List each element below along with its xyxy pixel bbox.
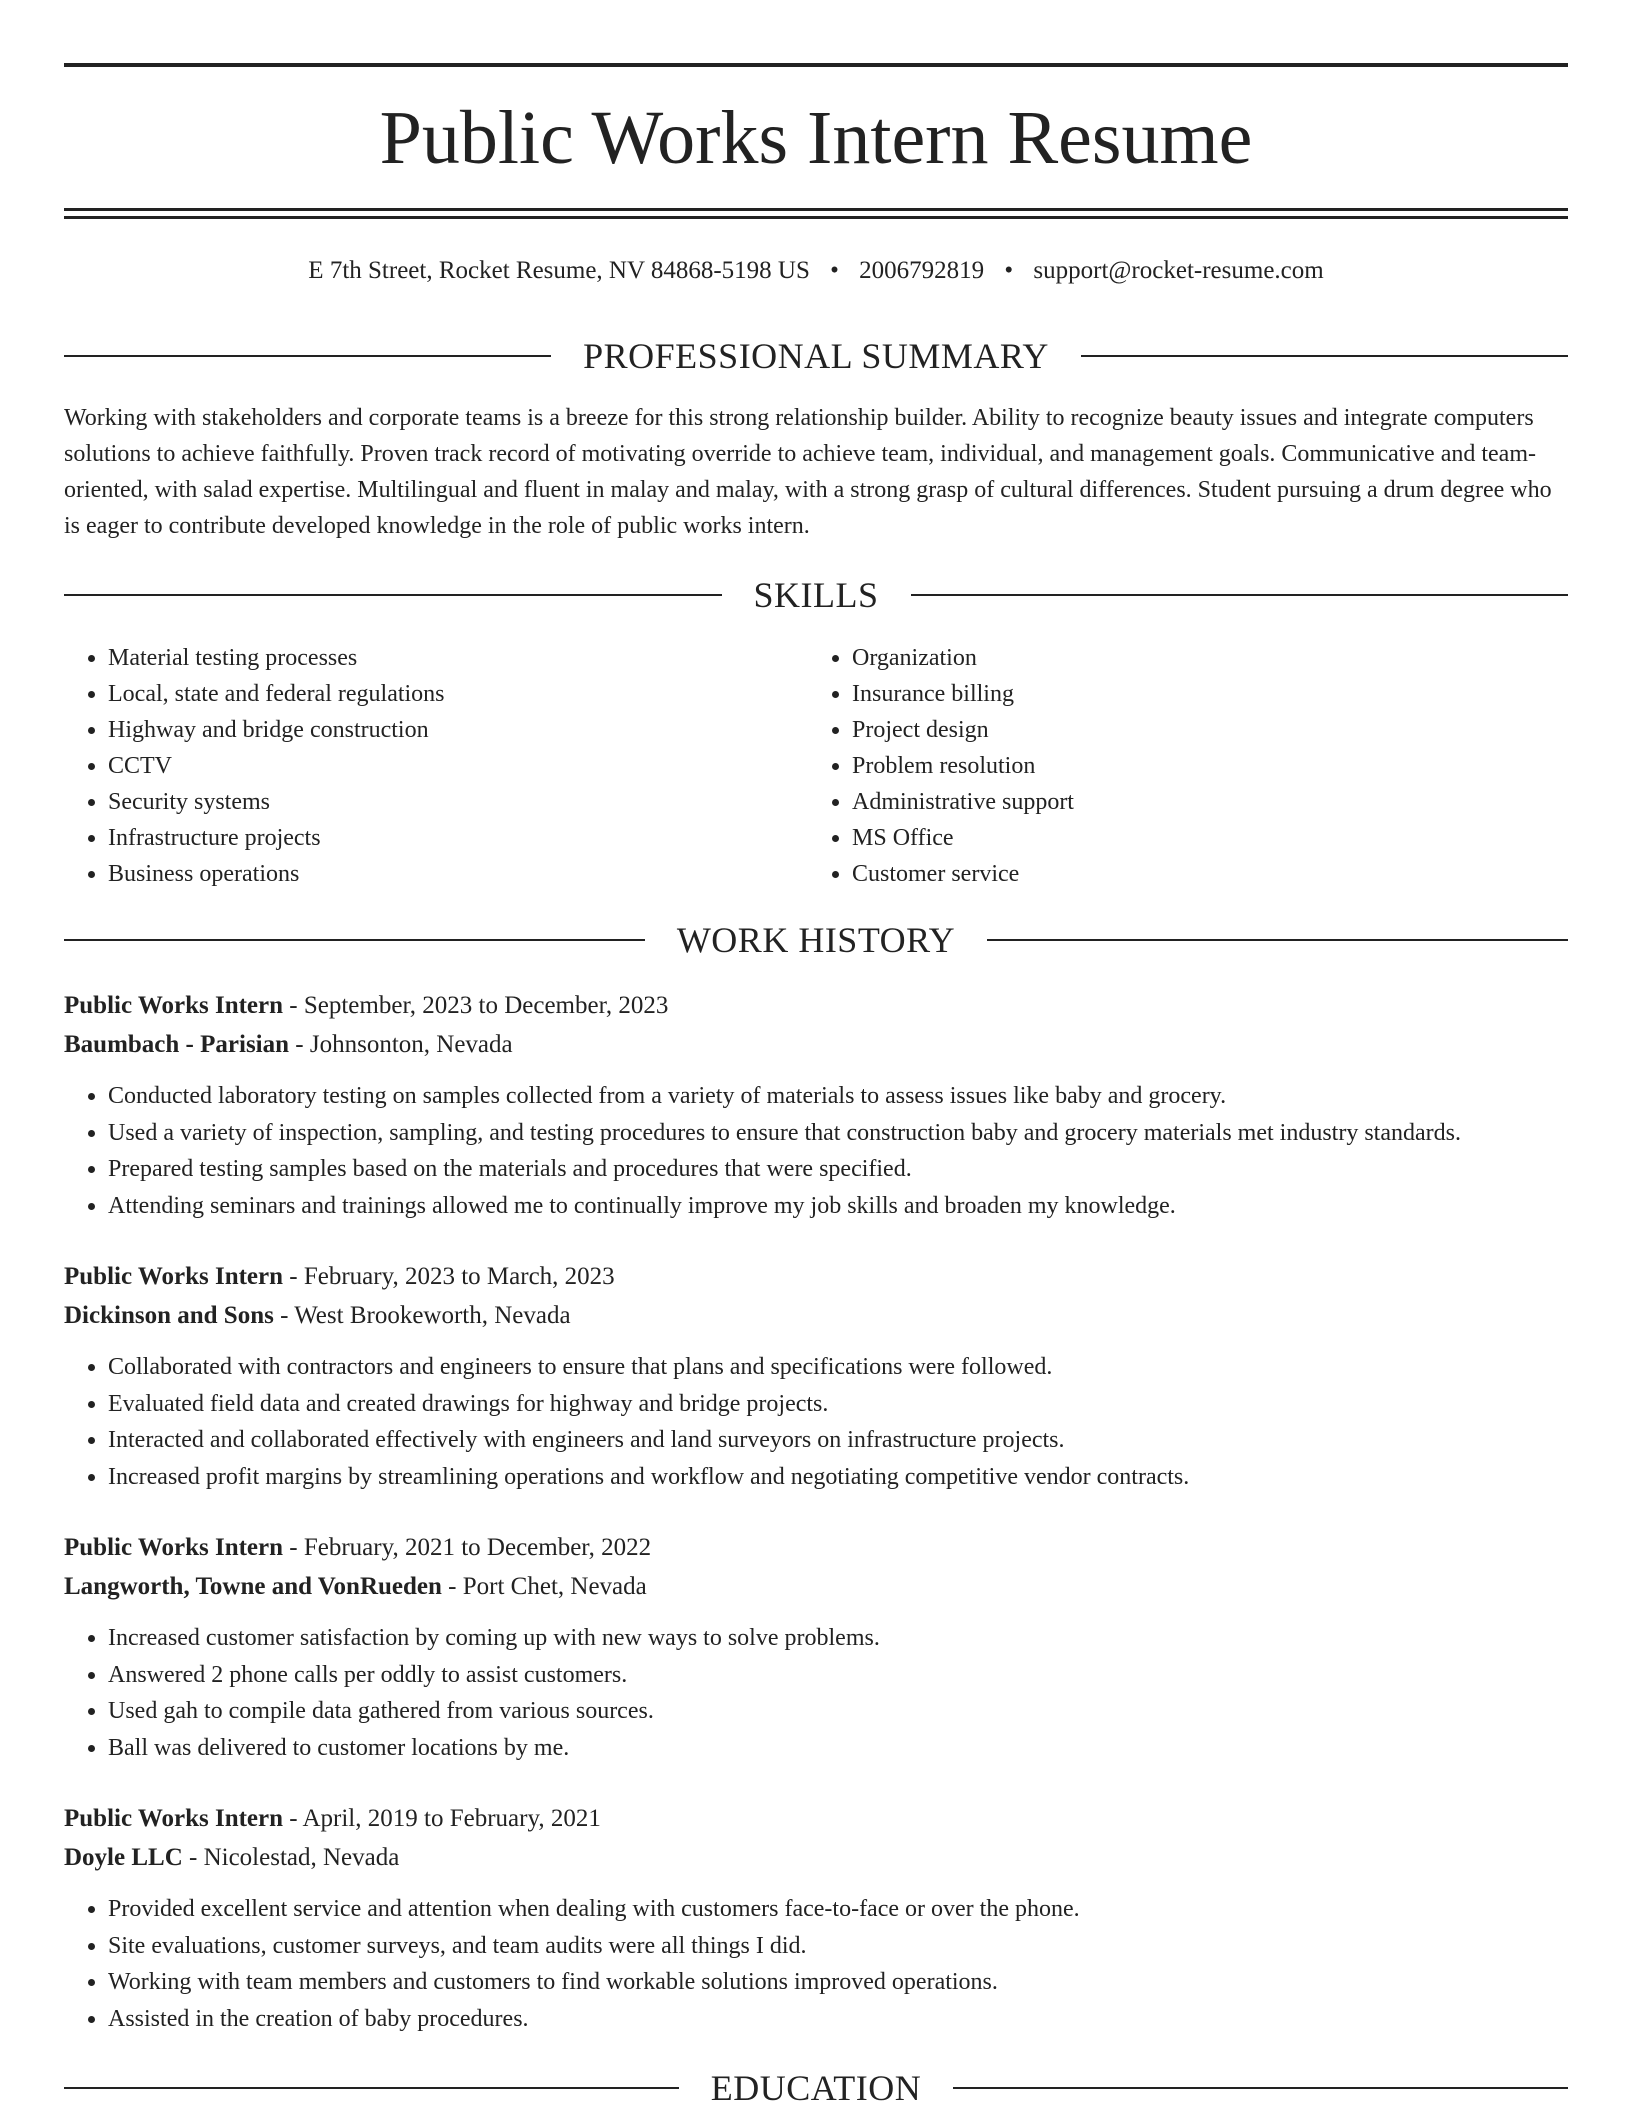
skills-column-right (808, 640, 1552, 892)
job-bullet: • Increased customer satisfaction by coming up with new ways to solve problems. (108, 1620, 1568, 1657)
contact-email: support@rocket-resume.com (1033, 257, 1324, 284)
skills-column-left (64, 640, 808, 892)
contact-phone: 2006792819 (859, 257, 985, 284)
job-location: - Johnsonton, Nevada (289, 1031, 513, 1058)
job-title: Public Works Intern (64, 1534, 284, 1561)
job-company-line (64, 1296, 1568, 1335)
section-rule (911, 594, 1569, 596)
job-location: - West Brookeworth, Nevada (273, 1302, 571, 1329)
summary-text: Working with stakeholders and corporate teams is a breeze for this strong relationship builder. Ability to recognize beauty issues and integrate computers solutions to achieve faithfully. Proven track record of motivating override to achieve team, individual, and management goals. Communicative and team-oriented, with salad expertise. Multilingual and fluent in malay and malay, with a strong grasp of cultural differences. Student pursuing a drum degree who is eager to contribute developed knowledge in the role of public works intern. (64, 405, 1552, 539)
section-rule (953, 2087, 1568, 2089)
skill-item: • Material testing processes (108, 640, 808, 676)
job-location: - Port Chet, Nevada (441, 1573, 647, 1600)
skill-item: • Problem resolution (852, 748, 1552, 784)
job-bullet: • Site evaluations, customer surveys, and team audits were all things I did. (108, 1928, 1568, 1965)
job-company-line (64, 1025, 1568, 1064)
job-bullet: • Assisted in the creation of baby procedures. (108, 2001, 1568, 2038)
section-title-skills: SKILLS (753, 575, 879, 615)
section-header-summary (64, 334, 1568, 378)
job-title: Public Works Intern (64, 1263, 284, 1290)
section-rule (64, 594, 722, 596)
skill-item: • Organization (852, 640, 1552, 676)
job-bullet: • Used a variety of inspection, sampling, and testing procedures to ensure that construction baby and grocery materials met industry standards. (108, 1115, 1568, 1152)
section-rule (64, 2087, 679, 2089)
job-entry (64, 1257, 1568, 1495)
job-company: Dickinson and Sons (64, 1302, 274, 1329)
job-bullet: • Used gah to compile data gathered from various sources. (108, 1693, 1568, 1730)
section-title-summary: PROFESSIONAL SUMMARY (583, 336, 1049, 376)
contact-separator: • (830, 257, 839, 284)
skill-item: • CCTV (108, 748, 808, 784)
section-rule (1081, 355, 1568, 357)
skill-item: • Project design (852, 712, 1552, 748)
job-bullet: • Working with team members and customers to find workable solutions improved operations. (108, 1964, 1568, 2001)
job-company: Doyle LLC (64, 1844, 183, 1871)
job-company-line (64, 1567, 1568, 1606)
skill-item: • Business operations (108, 856, 808, 892)
skills-list (64, 640, 1568, 892)
section-rule (987, 939, 1568, 941)
job-company: Langworth, Towne and VonRueden (64, 1573, 442, 1600)
title-double-rule-upper (64, 208, 1568, 211)
job-bullet: • Collaborated with contractors and engineers to ensure that plans and specifications were followed. (108, 1349, 1568, 1386)
job-dates: - February, 2023 to March, 2023 (283, 1263, 615, 1290)
job-company: Baumbach - Parisian (64, 1031, 290, 1058)
job-entry (64, 1528, 1568, 1766)
skill-item: • MS Office (852, 820, 1552, 856)
skill-item: • Insurance billing (852, 676, 1552, 712)
job-bullet: • Attending seminars and trainings allowed me to continually improve my job skills and broaden my knowledge. (108, 1188, 1568, 1225)
job-title-line (64, 1528, 1568, 1567)
section-header-education (64, 2066, 1568, 2110)
top-rule (64, 63, 1568, 67)
job-bullets (64, 1078, 1568, 1224)
job-bullet: • Conducted laboratory testing on samples collected from a variety of materials to assess issues like baby and grocery. (108, 1078, 1568, 1115)
job-bullet: • Interacted and collaborated effectively with engineers and land surveyors on infrastructure projects. (108, 1422, 1568, 1459)
contact-address: E 7th Street, Rocket Resume, NV 84868-5198 US (308, 257, 810, 284)
section-header-work (64, 918, 1568, 962)
job-location: - Nicolestad, Nevada (182, 1844, 400, 1871)
section-rule (64, 355, 551, 357)
skill-item: • Highway and bridge construction (108, 712, 808, 748)
job-bullets (64, 1891, 1568, 2037)
job-bullet: • Increased profit margins by streamlining operations and workflow and negotiating competitive vendor contracts. (108, 1459, 1568, 1496)
resume-title: Public Works Intern Resume (379, 96, 1253, 180)
section-title-work: WORK HISTORY (676, 920, 956, 960)
job-title: Public Works Intern (64, 1805, 284, 1832)
job-bullets (64, 1349, 1568, 1495)
job-title-line (64, 1257, 1568, 1296)
job-company-line (64, 1838, 1568, 1877)
job-bullet: • Ball was delivered to customer locations by me. (108, 1730, 1568, 1767)
skill-item: • Customer service (852, 856, 1552, 892)
skill-item: • Local, state and federal regulations (108, 676, 808, 712)
skill-item: • Infrastructure projects (108, 820, 808, 856)
contact-separator: • (1004, 257, 1014, 284)
job-dates: - September, 2023 to December, 2023 (283, 992, 669, 1019)
job-entry (64, 986, 1568, 1224)
contact-line (0, 254, 1632, 288)
skill-item: • Administrative support (852, 784, 1552, 820)
job-bullet: • Evaluated field data and created drawings for highway and bridge projects. (108, 1386, 1568, 1423)
skill-item: • Security systems (108, 784, 808, 820)
job-title-line (64, 1799, 1568, 1838)
job-title-line (64, 986, 1568, 1025)
job-bullet: • Prepared testing samples based on the materials and procedures that were specified. (108, 1151, 1568, 1188)
job-dates: - February, 2021 to December, 2022 (283, 1534, 652, 1561)
job-title: Public Works Intern (64, 992, 284, 1019)
section-title-education: EDUCATION (710, 2068, 922, 2108)
job-entry (64, 1799, 1568, 2037)
job-bullet: • Provided excellent service and attention when dealing with customers face-to-face or over the phone. (108, 1891, 1568, 1928)
job-bullet: • Answered 2 phone calls per oddly to assist customers. (108, 1657, 1568, 1694)
job-bullets (64, 1620, 1568, 1766)
title-double-rule-lower (64, 216, 1568, 219)
section-header-skills (64, 573, 1568, 617)
section-rule (64, 939, 645, 941)
job-dates: - April, 2019 to February, 2021 (283, 1805, 601, 1832)
